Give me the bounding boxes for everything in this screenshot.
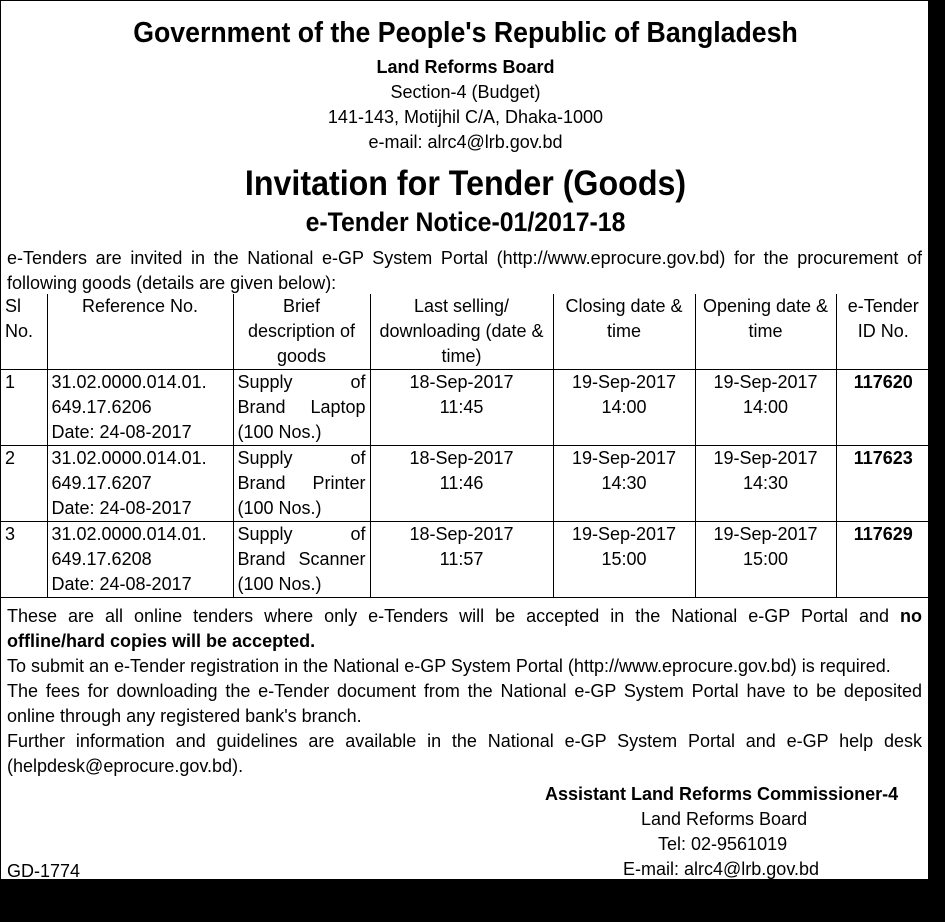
header-description: Brief description of goods (233, 294, 370, 370)
reference-cell (47, 522, 233, 598)
time: 11:57 (439, 549, 484, 569)
tender-id-cell: 117620 (836, 370, 930, 446)
section-name: Section-4 (Budget) (390, 82, 541, 102)
reference-cell (47, 370, 233, 446)
signatory-title: Assistant Land Reforms Commissioner-4 (545, 784, 899, 804)
last-selling-cell (370, 446, 553, 522)
desc-line: Supply of (237, 372, 366, 392)
time: 14:30 (601, 473, 647, 493)
fees-note: The fees for downloading the e-Tender document from the National e-GP System Portal have to be deposited online through any registered bank's branch. (7, 681, 922, 726)
time: 14:00 (742, 397, 789, 417)
signatory-organization: Land Reforms Board (641, 809, 808, 829)
desc-quantity: (100 Nos.) (237, 574, 322, 594)
header-email: e-mail: alrc4@lrb.gov.bd (368, 132, 563, 152)
table-row (1, 522, 930, 598)
ref-line: 31.02.0000.014.01. (51, 524, 207, 544)
desc-line: Brand Scanner (237, 549, 366, 569)
signatory-email: E-mail: alrc4@lrb.gov.bd (623, 859, 820, 879)
date: 19-Sep-2017 (571, 372, 677, 392)
header-sl: Sl No. (1, 294, 47, 370)
closing-cell (553, 446, 695, 522)
tender-table (1, 294, 930, 598)
ref-line: 649.17.6206 (51, 397, 152, 417)
signatory-telephone: Tel: 02-9561019 (658, 834, 788, 854)
ref-line: 31.02.0000.014.01. (51, 448, 207, 468)
table-row (1, 370, 930, 446)
table-header-row (1, 294, 930, 370)
ref-line: 649.17.6207 (51, 473, 152, 493)
date: 18-Sep-2017 (409, 448, 514, 468)
description-cell (233, 522, 370, 598)
opening-cell (695, 522, 836, 598)
address: 141-143, Motijhil C/A, Dhaka-1000 (327, 107, 604, 127)
ref-date: Date: 24-08-2017 (51, 422, 192, 442)
online-tender-note (7, 604, 922, 654)
description-cell (233, 446, 370, 522)
desc-line: Supply of (237, 524, 366, 544)
ref-date: Date: 24-08-2017 (51, 574, 192, 594)
desc-line: Supply of (237, 448, 366, 468)
desc-line: Brand Laptop (237, 397, 366, 417)
header-tender-id: e-Tender ID No. (836, 294, 930, 370)
registration-note: To submit an e-Tender registration in the National e-GP System Portal (http://www.eprocure.gov.bd) is required. (7, 656, 891, 676)
online-note-emphasis: no offline/hard copies will be accepted. (7, 606, 922, 651)
sl-cell: 1 (1, 370, 47, 446)
time: 11:46 (439, 473, 484, 493)
date: 18-Sep-2017 (409, 524, 514, 544)
time: 14:00 (601, 397, 647, 417)
header-reference: Reference No. (47, 294, 233, 370)
gd-number: GD-1774 (7, 861, 81, 881)
desc-line: Brand Printer (237, 473, 366, 493)
last-selling-cell (370, 370, 553, 446)
header-closing: Closing date & time (553, 294, 695, 370)
sl-cell: 3 (1, 522, 47, 598)
desc-quantity: (100 Nos.) (237, 498, 322, 518)
document-title: Invitation for Tender (Goods) (244, 164, 687, 203)
ref-date: Date: 24-08-2017 (51, 498, 192, 518)
time: 14:30 (742, 473, 789, 493)
date: 19-Sep-2017 (713, 372, 818, 392)
time: 15:00 (601, 549, 647, 569)
intro-paragraph: e-Tenders are invited in the National e-GP System Portal (http://www.eprocure.gov.bd) for the procurement of following goods (details are given below): (7, 248, 922, 293)
online-note-text: These are all online tenders where only e-Tenders will be accepted in the National e-GP Portal and (7, 606, 900, 626)
organization-name: Land Reforms Board (376, 57, 555, 77)
notice-number: e-Tender Notice-01/2017-18 (305, 207, 626, 237)
date: 18-Sep-2017 (409, 372, 514, 392)
tender-id-cell: 117629 (836, 522, 930, 598)
reference-cell (47, 446, 233, 522)
ref-line: 31.02.0000.014.01. (51, 372, 207, 392)
date: 19-Sep-2017 (571, 448, 677, 468)
government-heading: Government of the People's Republic of Bangladesh (133, 17, 798, 49)
info-note: Further information and guidelines are available in the National e-GP System Portal and e-GP help desk (helpdesk@eprocure.gov.bd). (7, 731, 922, 776)
desc-quantity: (100 Nos.) (237, 422, 322, 442)
date: 19-Sep-2017 (713, 524, 818, 544)
tender-id-cell: 117623 (836, 446, 930, 522)
opening-cell (695, 370, 836, 446)
last-selling-cell (370, 522, 553, 598)
sl-cell: 2 (1, 446, 47, 522)
table-row (1, 446, 930, 522)
date: 19-Sep-2017 (571, 524, 677, 544)
closing-cell (553, 370, 695, 446)
notes-section (7, 604, 922, 779)
header-last-selling: Last selling/ downloading (date & time) (370, 294, 553, 370)
header-opening: Opening date & time (695, 294, 836, 370)
closing-cell (553, 522, 695, 598)
description-cell (233, 370, 370, 446)
date: 19-Sep-2017 (713, 448, 818, 468)
ref-line: 649.17.6208 (51, 549, 152, 569)
time: 11:45 (439, 397, 484, 417)
time: 15:00 (742, 549, 789, 569)
opening-cell (695, 446, 836, 522)
